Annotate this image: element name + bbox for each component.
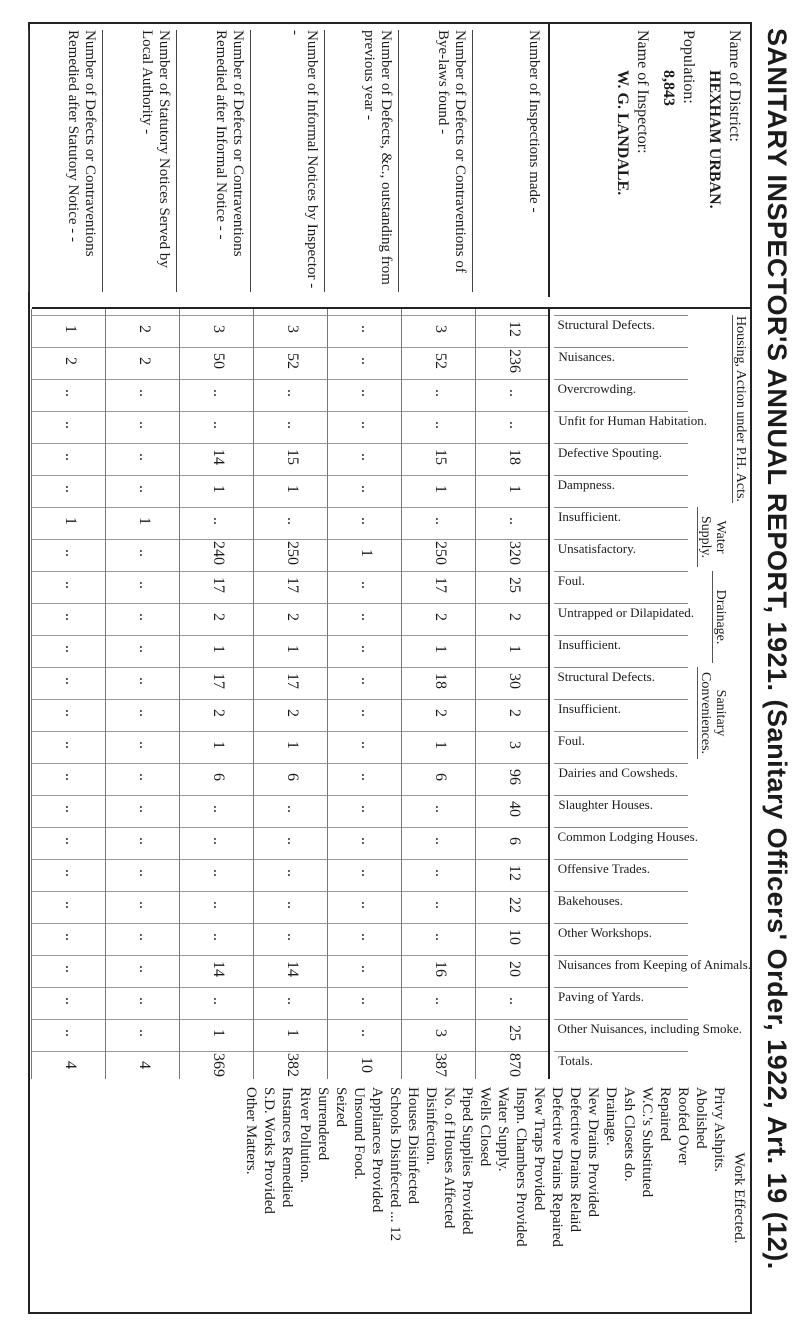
column-header-label: Other Nuisances, including Smoke. [558,1021,743,1036]
table-cell: .. [506,517,523,525]
table-cell: 1 [210,645,227,653]
table-cell: .. [136,869,153,877]
table-cell: 6 [284,773,301,781]
row-label: Number of Defects or Contraventions Remedied after Informal Notice - - [176,30,246,292]
table-cell: .. [432,997,449,1005]
table-cell: .. [358,997,375,1005]
table-cell: .. [136,933,153,941]
table-cell: .. [358,805,375,813]
row-label: Number of Defects, &c., outstanding from previous year - [324,30,394,292]
table-cell: .. [136,965,153,973]
table-cell: .. [210,517,227,525]
table-cell: .. [358,901,375,909]
column-header-label: Nuisances. [558,349,615,364]
table-cell: 1 [210,741,227,749]
row-rule [31,309,32,1079]
table-cell: .. [62,485,79,493]
column-header-label: Defective Spouting. [558,445,662,460]
row-rule [179,309,180,1079]
work-effected-item: River Pollution. [297,1087,313,1183]
table-cell: 1 [62,517,79,525]
table-cell: 1 [284,645,301,653]
table-cell: .. [358,709,375,717]
table-cell: .. [284,997,301,1005]
column-header-label: Bakehouses. [558,893,624,908]
table-cell: .. [210,421,227,429]
table-cell: .. [62,933,79,941]
column-header [554,1019,743,1047]
column-header-label: Insufficient. [558,701,621,716]
table-cell: .. [432,837,449,845]
column-header-label: Structural Defects. [558,669,656,684]
table-cell: 17 [210,577,227,593]
table-cell: 1 [210,485,227,493]
table-cell: .. [432,869,449,877]
table-cell: 17 [210,673,227,689]
table-cell: 52 [284,353,301,369]
table-cell: 17 [432,577,449,593]
work-effected-item: Disinfection. [423,1087,439,1165]
table-cell: 2 [506,709,523,717]
table-cell: .. [358,1029,375,1037]
table-cell: .. [432,517,449,525]
table-cell: 10 [506,929,523,945]
column-header-label: Insufficient. [558,509,621,524]
table-cell: .. [358,773,375,781]
report-title: SANITARY INSPECTOR'S ANNUAL REPORT, 1921. (Sanitary Officers' Order, 1922, Art. 19 (12). [762,28,792,1270]
table-cell: .. [136,421,153,429]
table-cell: .. [62,709,79,717]
table-cell: 2 [284,709,301,717]
column-header-label: Structural Defects. [558,317,656,332]
table-cell: 50 [210,353,227,369]
table-cell: 1 [284,741,301,749]
table-cell: 20 [506,961,523,977]
table-cell: 2 [284,613,301,621]
table-cell: 1 [358,549,375,557]
table-cell: .. [62,581,79,589]
table-cell: .. [62,805,79,813]
table-cell: 6 [210,773,227,781]
work-effected-item: New Drains Provided [585,1087,601,1217]
column-header-label: Totals. [558,1053,593,1068]
column-header-label: Foul. [558,733,586,748]
table-cell: 3 [506,741,523,749]
column-group: Drainage. [712,571,728,663]
column-header-label: Unsatisfactory. [558,541,637,556]
table-cell: .. [62,741,79,749]
row-label: Number of Defects or Contraventions of Bye-laws found - [398,30,468,292]
table-cell: .. [62,549,79,557]
table-cell: .. [284,901,301,909]
table-cell: .. [136,901,153,909]
column-header [554,795,688,823]
table-cell: .. [62,901,79,909]
table-cell: 3 [284,325,301,333]
column-header-label: Other Workshops. [558,925,653,940]
table-cell: .. [358,517,375,525]
table-cell: .. [210,805,227,813]
table-cell: 320 [506,541,523,565]
population-value: 8,843 [660,70,677,106]
table-cell: 236 [506,349,523,373]
row-label: Number of Informal Notices by Inspector - - [250,30,320,292]
work-effected-item: Ash Closets do. [621,1087,637,1182]
table-cell: .. [136,709,153,717]
table-cell: .. [62,677,79,685]
column-header [554,667,688,695]
table-cell: .. [62,389,79,397]
table-cell: .. [358,613,375,621]
table-cell: .. [136,613,153,621]
table-cell: .. [358,453,375,461]
table-cell: .. [432,805,449,813]
table-cell: 1 [284,485,301,493]
table-cell: 2 [210,613,227,621]
table-cell: 17 [284,577,301,593]
table-cell: .. [136,645,153,653]
column-header-label: Nuisances from Keeping of Animals. [558,957,752,972]
column-header-label: Paving of Yards. [558,989,644,1004]
table-cell: .. [210,837,227,845]
column-header-label: Untrapped or Dilapidated. [558,605,695,620]
row-rule [327,309,328,1079]
table-cell: .. [358,965,375,973]
table-cell: 18 [432,673,449,689]
table-cell: 52 [432,353,449,369]
table-cell: 2 [506,613,523,621]
work-effected-item: Abolished [693,1087,709,1149]
row-rule [253,309,254,1079]
table-cell: .. [358,421,375,429]
table-cell: 6 [506,837,523,845]
table-cell: .. [358,933,375,941]
table-cell: 10 [358,1057,375,1073]
table-cell: 3 [210,325,227,333]
column-header-label: Overcrowding. [558,381,637,396]
table-cell: .. [210,997,227,1005]
column-header-label: Common Lodging Houses. [558,829,699,844]
column-header [554,987,688,1015]
table-cell: 6 [432,773,449,781]
table-cell: .. [358,677,375,685]
work-effected-list [242,1087,748,1309]
table-cell: 1 [506,645,523,653]
table-cell: .. [284,517,301,525]
work-effected-item: Other Matters. [243,1087,259,1175]
column-header [554,731,688,759]
column-header [554,1051,688,1079]
row-label: Number of Statutory Notices Served by Local Authority - [102,30,172,292]
table-cell: .. [62,645,79,653]
column-header [554,315,688,343]
table-cell: .. [358,741,375,749]
table-cell: 2 [136,325,153,333]
column-group: Water Supply. [697,507,728,567]
work-effected-item: No. of Houses Affected [441,1087,457,1229]
work-effected-item: Seized [333,1087,349,1127]
work-effected-item: Defective Drains Relaid [567,1087,583,1232]
table-cell: 369 [210,1053,227,1077]
work-effected-item: Drainage. [603,1087,619,1146]
table-cell: 22 [506,897,523,913]
column-header [554,699,688,727]
work-effected-item: Houses Disinfected [405,1087,421,1205]
work-effected-item: Surrendered [315,1087,331,1161]
table-cell: .. [358,357,375,365]
column-header [554,475,688,503]
table-cell: 2 [136,357,153,365]
column-group: Sanitary Conveniences. [697,667,728,759]
table-cell: .. [432,901,449,909]
work-effected-item: Unsound Food. [351,1087,367,1180]
work-effected-item: Inspn. Chambers Provided [513,1087,529,1247]
table-cell: 2 [62,357,79,365]
table-cell: .. [136,1029,153,1037]
column-header [554,603,695,631]
table-cell: 96 [506,769,523,785]
work-effected-item: New Traps Provided [531,1087,547,1211]
statistics-table [32,307,752,1079]
table-cell: 16 [432,961,449,977]
column-header [554,539,688,567]
column-header [554,571,688,599]
column-header [554,827,699,855]
column-header [554,411,707,439]
column-header-label: Insufficient. [558,637,621,652]
inspector-value: W. G. LANDALE. [614,70,631,196]
district-name-value: HEXHAM URBAN. [706,70,723,209]
column-header [554,763,688,791]
table-cell: 240 [210,541,227,565]
work-effected-item: Wells Closed [477,1087,493,1167]
table-cell: .. [358,837,375,845]
district-name-label: Name of District: [726,30,743,142]
table-cell: .. [62,1029,79,1037]
column-header-label: Offensive Trades. [558,861,651,876]
table-cell: .. [210,933,227,941]
header-rule [548,309,550,1079]
table-cell: 12 [506,865,523,881]
table-cell: 1 [62,325,79,333]
table-cell: 1 [136,517,153,525]
table-cell: 14 [284,961,301,977]
table-cell: .. [358,645,375,653]
work-effected-heading: Work Effected. [731,1152,747,1244]
table-cell: 1 [506,485,523,493]
column-header [554,891,688,919]
table-cell: .. [210,901,227,909]
work-effected-item: Roofed Over [675,1087,691,1165]
table-cell: 17 [284,673,301,689]
table-cell: .. [358,389,375,397]
table-cell: 2 [210,709,227,717]
table-cell: .. [284,805,301,813]
report-frame [10,22,752,1312]
table-cell: .. [136,773,153,781]
table-cell: 25 [506,1025,523,1041]
column-header [554,347,688,375]
table-cell: .. [136,581,153,589]
table-cell: 14 [210,449,227,465]
table-cell: 3 [432,325,449,333]
column-header-label: Dairies and Cowsheds. [558,765,678,780]
table-cell: .. [358,581,375,589]
work-effected-item: Defective Drains Repaired [549,1087,565,1247]
table-cell: .. [210,389,227,397]
population-label: Population: [680,30,697,104]
column-header [554,955,752,983]
table-cell: .. [62,773,79,781]
table-cell: .. [136,837,153,845]
table-cell: 2 [432,709,449,717]
table-cell: .. [136,997,153,1005]
row-label: Number of Defects or Contraventions Remedied after Statutory Notice - - [28,30,98,292]
table-cell: 387 [432,1053,449,1077]
table-cell: .. [62,997,79,1005]
table-cell: .. [358,325,375,333]
row-rule [401,309,402,1079]
work-effected-item: Water Supply. [495,1087,511,1172]
table-cell: .. [136,453,153,461]
inspector-label: Name of Inspector: [634,30,651,154]
table-cell: .. [284,933,301,941]
table-cell: 1 [432,485,449,493]
district-info [606,30,744,292]
table-cell: 1 [432,645,449,653]
table-cell: 15 [284,449,301,465]
table-cell: 3 [432,1029,449,1037]
column-header [554,443,688,471]
column-header [554,923,688,951]
work-effected-item: Piped Supplies Provided [459,1087,475,1235]
table-cell: .. [62,869,79,877]
column-header-label: Slaughter Houses. [558,797,653,812]
table-cell: 18 [506,449,523,465]
table-cell: .. [506,421,523,429]
table-cell: 1 [284,1029,301,1037]
table-cell: .. [284,389,301,397]
table-cell: .. [284,421,301,429]
work-effected-item: Schools Disinfected ... 12 [387,1087,403,1242]
work-effected-item: S.D. Works Provided [261,1087,277,1214]
table-cell: 382 [284,1053,301,1077]
column-header [554,379,688,407]
table-cell: 250 [432,541,449,565]
table-cell: .. [62,965,79,973]
table-cell: 1 [210,1029,227,1037]
work-effected-item: Privy Ashpits. [711,1087,727,1173]
table-cell: 25 [506,577,523,593]
work-effected-item: Appliances Provided [369,1087,385,1213]
table-cell: .. [432,421,449,429]
table-cell: .. [506,997,523,1005]
table-cell: 1 [432,741,449,749]
column-group: Housing, Action under P.H. Acts. [733,316,748,502]
table-cell: 15 [432,449,449,465]
table-cell: .. [136,677,153,685]
table-cell: 40 [506,801,523,817]
table-cell: .. [136,485,153,493]
table-cell: .. [210,869,227,877]
table-cell: .. [62,421,79,429]
row-labels [30,22,550,297]
table-cell: .. [136,741,153,749]
table-cell: 870 [506,1053,523,1077]
work-effected-item: Instances Remedied [279,1087,295,1208]
table-cell: 14 [210,961,227,977]
column-header [554,635,688,663]
column-header-label: Dampness. [558,477,616,492]
table-cell: 4 [62,1061,79,1069]
table-cell: .. [62,837,79,845]
table-cell: .. [284,869,301,877]
column-header [554,859,688,887]
table-cell: .. [284,837,301,845]
row-rule [105,309,106,1079]
table-cell: .. [136,805,153,813]
table-cell: .. [136,549,153,557]
table-cell: .. [432,389,449,397]
table-cell: .. [62,613,79,621]
table-cell: 12 [506,321,523,337]
column-header-label: Foul. [558,573,586,588]
table-cell: 2 [432,613,449,621]
table-cell: 4 [136,1061,153,1069]
table-cell: .. [358,485,375,493]
row-label: Number of Inspections made - [472,30,542,292]
table-cell: .. [136,389,153,397]
row-rule [475,309,476,1079]
work-effected-item: W.C.'s Substituted [639,1087,655,1198]
table-cell: 250 [284,541,301,565]
column-header-label: Unfit for Human Habitation. [558,413,707,428]
table-cell: .. [506,389,523,397]
column-header [554,507,688,535]
work-effected-item: Repaired [657,1087,673,1142]
table-cell: 30 [506,673,523,689]
table-cell: .. [432,933,449,941]
table-cell: .. [62,453,79,461]
table-cell: .. [358,869,375,877]
